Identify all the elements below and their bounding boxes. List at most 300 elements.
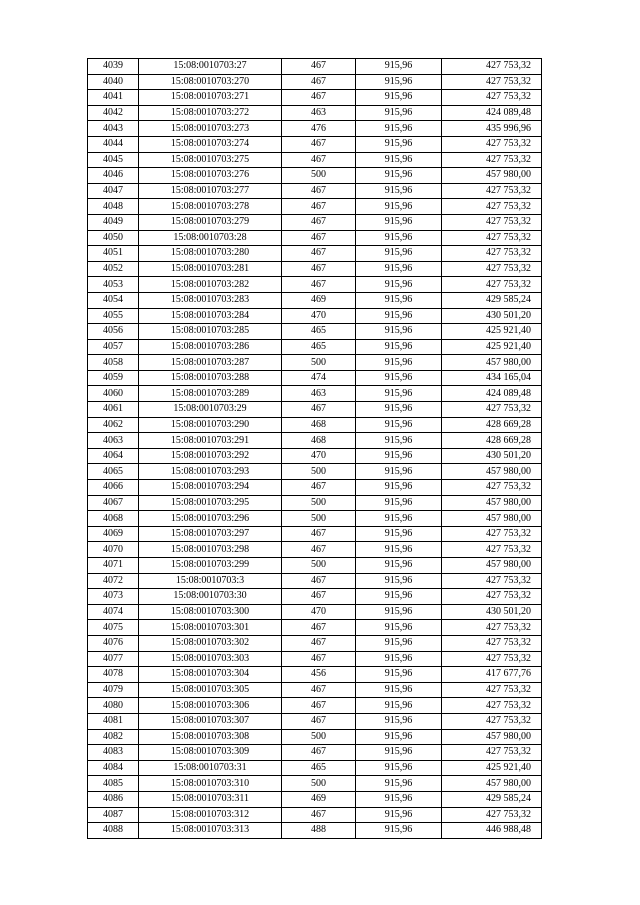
table-row: [88, 635, 542, 651]
row-number-cell: 4063: [88, 433, 139, 449]
row-number-cell: 4062: [88, 417, 139, 433]
area-cell: 500: [282, 464, 356, 480]
table-row: [88, 402, 542, 418]
cadastral-number-cell: 15:08:0010703:27: [139, 59, 282, 75]
cadastral-number-cell: 15:08:0010703:301: [139, 620, 282, 636]
cadastral-number-cell: 15:08:0010703:284: [139, 308, 282, 324]
cadastral-value-cell: 435 996,96: [442, 121, 542, 137]
cadastral-number-cell: 15:08:0010703:306: [139, 698, 282, 714]
table-row: [88, 152, 542, 168]
area-cell: 467: [282, 402, 356, 418]
table-row: [88, 604, 542, 620]
cadastral-value-cell: 427 753,32: [442, 480, 542, 496]
cadastral-value-cell: 430 501,20: [442, 448, 542, 464]
table-row: [88, 324, 542, 340]
area-cell: 463: [282, 386, 356, 402]
cadastral-value-cell: 427 753,32: [442, 682, 542, 698]
cadastral-value-cell: 457 980,00: [442, 495, 542, 511]
cadastral-value-cell: 425 921,40: [442, 760, 542, 776]
cadastral-value-cell: 427 753,32: [442, 246, 542, 262]
row-number-cell: 4056: [88, 324, 139, 340]
cadastral-number-cell: 15:08:0010703:30: [139, 589, 282, 605]
specific-value-cell: 915,96: [356, 59, 442, 75]
row-number-cell: 4074: [88, 604, 139, 620]
cadastral-value-cell: 427 753,32: [442, 745, 542, 761]
cadastral-value-cell: 427 753,32: [442, 713, 542, 729]
cadastral-value-cell: 427 753,32: [442, 74, 542, 90]
cadastral-number-cell: 15:08:0010703:297: [139, 526, 282, 542]
table-row: [88, 74, 542, 90]
table-row: [88, 480, 542, 496]
table-body: [88, 59, 542, 839]
cadastral-value-cell: 446 988,48: [442, 823, 542, 839]
area-cell: 500: [282, 511, 356, 527]
table-row: [88, 791, 542, 807]
table-row: [88, 339, 542, 355]
cadastral-number-cell: 15:08:0010703:311: [139, 791, 282, 807]
cadastral-number-cell: 15:08:0010703:31: [139, 760, 282, 776]
area-cell: 467: [282, 261, 356, 277]
specific-value-cell: 915,96: [356, 480, 442, 496]
row-number-cell: 4050: [88, 230, 139, 246]
specific-value-cell: 915,96: [356, 74, 442, 90]
table-row: [88, 246, 542, 262]
cadastral-value-cell: 427 753,32: [442, 620, 542, 636]
cadastral-number-cell: 15:08:0010703:309: [139, 745, 282, 761]
cadastral-value-cell: 427 753,32: [442, 261, 542, 277]
table-row: [88, 417, 542, 433]
cadastral-value-cell: 457 980,00: [442, 558, 542, 574]
row-number-cell: 4042: [88, 105, 139, 121]
area-cell: 467: [282, 90, 356, 106]
cadastral-number-cell: 15:08:0010703:277: [139, 183, 282, 199]
specific-value-cell: 915,96: [356, 667, 442, 683]
area-cell: 467: [282, 526, 356, 542]
cadastral-value-cell: 428 669,28: [442, 417, 542, 433]
specific-value-cell: 915,96: [356, 152, 442, 168]
row-number-cell: 4052: [88, 261, 139, 277]
specific-value-cell: 915,96: [356, 604, 442, 620]
cadastral-number-cell: 15:08:0010703:292: [139, 448, 282, 464]
cadastral-number-cell: 15:08:0010703:285: [139, 324, 282, 340]
specific-value-cell: 915,96: [356, 682, 442, 698]
cadastral-value-cell: 427 753,32: [442, 526, 542, 542]
row-number-cell: 4054: [88, 292, 139, 308]
area-cell: 469: [282, 791, 356, 807]
area-cell: 500: [282, 495, 356, 511]
area-cell: 465: [282, 339, 356, 355]
specific-value-cell: 915,96: [356, 713, 442, 729]
cadastral-value-cell: 428 669,28: [442, 433, 542, 449]
cadastral-number-cell: 15:08:0010703:271: [139, 90, 282, 106]
specific-value-cell: 915,96: [356, 386, 442, 402]
cadastral-number-cell: 15:08:0010703:273: [139, 121, 282, 137]
cadastral-value-cell: 427 753,32: [442, 807, 542, 823]
area-cell: 470: [282, 604, 356, 620]
cadastral-value-cell: 430 501,20: [442, 308, 542, 324]
area-cell: 467: [282, 230, 356, 246]
area-cell: 474: [282, 370, 356, 386]
row-number-cell: 4053: [88, 277, 139, 293]
specific-value-cell: 915,96: [356, 589, 442, 605]
specific-value-cell: 915,96: [356, 495, 442, 511]
area-cell: 465: [282, 324, 356, 340]
cadastral-value-cell: 427 753,32: [442, 542, 542, 558]
specific-value-cell: 915,96: [356, 199, 442, 215]
row-number-cell: 4082: [88, 729, 139, 745]
specific-value-cell: 915,96: [356, 791, 442, 807]
specific-value-cell: 915,96: [356, 183, 442, 199]
specific-value-cell: 915,96: [356, 246, 442, 262]
table-row: [88, 308, 542, 324]
specific-value-cell: 915,96: [356, 308, 442, 324]
specific-value-cell: 915,96: [356, 760, 442, 776]
cadastral-number-cell: 15:08:0010703:282: [139, 277, 282, 293]
area-cell: 467: [282, 152, 356, 168]
table-row: [88, 558, 542, 574]
cadastral-value-cell: 427 753,32: [442, 90, 542, 106]
specific-value-cell: 915,96: [356, 417, 442, 433]
cadastral-value-table: [87, 58, 542, 839]
specific-value-cell: 915,96: [356, 526, 442, 542]
cadastral-number-cell: 15:08:0010703:270: [139, 74, 282, 90]
area-cell: 467: [282, 698, 356, 714]
table-row: [88, 292, 542, 308]
table-row: [88, 59, 542, 75]
cadastral-number-cell: 15:08:0010703:275: [139, 152, 282, 168]
table-row: [88, 495, 542, 511]
row-number-cell: 4067: [88, 495, 139, 511]
cadastral-number-cell: 15:08:0010703:286: [139, 339, 282, 355]
cadastral-number-cell: 15:08:0010703:296: [139, 511, 282, 527]
row-number-cell: 4076: [88, 635, 139, 651]
table-row: [88, 823, 542, 839]
table-row: [88, 464, 542, 480]
cadastral-value-cell: 427 753,32: [442, 651, 542, 667]
cadastral-number-cell: 15:08:0010703:276: [139, 168, 282, 184]
cadastral-number-cell: 15:08:0010703:29: [139, 402, 282, 418]
specific-value-cell: 915,96: [356, 698, 442, 714]
cadastral-number-cell: 15:08:0010703:274: [139, 136, 282, 152]
specific-value-cell: 915,96: [356, 339, 442, 355]
row-number-cell: 4045: [88, 152, 139, 168]
cadastral-value-cell: 427 753,32: [442, 199, 542, 215]
specific-value-cell: 915,96: [356, 214, 442, 230]
specific-value-cell: 915,96: [356, 261, 442, 277]
table-row: [88, 183, 542, 199]
cadastral-value-cell: 427 753,32: [442, 59, 542, 75]
specific-value-cell: 915,96: [356, 542, 442, 558]
table-row: [88, 776, 542, 792]
specific-value-cell: 915,96: [356, 558, 442, 574]
row-number-cell: 4057: [88, 339, 139, 355]
area-cell: 467: [282, 745, 356, 761]
table-row: [88, 511, 542, 527]
row-number-cell: 4083: [88, 745, 139, 761]
cadastral-value-cell: 417 677,76: [442, 667, 542, 683]
cadastral-number-cell: 15:08:0010703:298: [139, 542, 282, 558]
cadastral-value-cell: 457 980,00: [442, 168, 542, 184]
cadastral-number-cell: 15:08:0010703:283: [139, 292, 282, 308]
row-number-cell: 4058: [88, 355, 139, 371]
cadastral-number-cell: 15:08:0010703:289: [139, 386, 282, 402]
specific-value-cell: 915,96: [356, 651, 442, 667]
table-row: [88, 433, 542, 449]
cadastral-number-cell: 15:08:0010703:293: [139, 464, 282, 480]
area-cell: 467: [282, 136, 356, 152]
cadastral-value-cell: 434 165,04: [442, 370, 542, 386]
row-number-cell: 4069: [88, 526, 139, 542]
cadastral-value-cell: 425 921,40: [442, 324, 542, 340]
area-cell: 488: [282, 823, 356, 839]
area-cell: 467: [282, 620, 356, 636]
area-cell: 467: [282, 74, 356, 90]
area-cell: 465: [282, 760, 356, 776]
table-row: [88, 105, 542, 121]
specific-value-cell: 915,96: [356, 90, 442, 106]
cadastral-number-cell: 15:08:0010703:278: [139, 199, 282, 215]
cadastral-number-cell: 15:08:0010703:279: [139, 214, 282, 230]
table-row: [88, 760, 542, 776]
area-cell: 467: [282, 246, 356, 262]
specific-value-cell: 915,96: [356, 448, 442, 464]
row-number-cell: 4068: [88, 511, 139, 527]
table-row: [88, 713, 542, 729]
row-number-cell: 4070: [88, 542, 139, 558]
row-number-cell: 4065: [88, 464, 139, 480]
specific-value-cell: 915,96: [356, 121, 442, 137]
row-number-cell: 4046: [88, 168, 139, 184]
table-row: [88, 729, 542, 745]
specific-value-cell: 915,96: [356, 511, 442, 527]
cadastral-value-cell: 457 980,00: [442, 511, 542, 527]
cadastral-number-cell: 15:08:0010703:3: [139, 573, 282, 589]
cadastral-value-cell: 427 753,32: [442, 152, 542, 168]
area-cell: 469: [282, 292, 356, 308]
area-cell: 500: [282, 355, 356, 371]
row-number-cell: 4081: [88, 713, 139, 729]
cadastral-value-cell: 427 753,32: [442, 589, 542, 605]
area-cell: 467: [282, 480, 356, 496]
row-number-cell: 4066: [88, 480, 139, 496]
specific-value-cell: 915,96: [356, 620, 442, 636]
area-cell: 467: [282, 635, 356, 651]
cadastral-number-cell: 15:08:0010703:288: [139, 370, 282, 386]
specific-value-cell: 915,96: [356, 168, 442, 184]
row-number-cell: 4064: [88, 448, 139, 464]
cadastral-value-cell: 430 501,20: [442, 604, 542, 620]
cadastral-number-cell: 15:08:0010703:290: [139, 417, 282, 433]
area-cell: 500: [282, 168, 356, 184]
table-row: [88, 573, 542, 589]
specific-value-cell: 915,96: [356, 807, 442, 823]
cadastral-value-cell: 457 980,00: [442, 464, 542, 480]
row-number-cell: 4048: [88, 199, 139, 215]
cadastral-number-cell: 15:08:0010703:280: [139, 246, 282, 262]
specific-value-cell: 915,96: [356, 776, 442, 792]
area-cell: 467: [282, 199, 356, 215]
specific-value-cell: 915,96: [356, 324, 442, 340]
area-cell: 467: [282, 573, 356, 589]
specific-value-cell: 915,96: [356, 464, 442, 480]
specific-value-cell: 915,96: [356, 745, 442, 761]
table-row: [88, 589, 542, 605]
table-row: [88, 90, 542, 106]
table-row: [88, 370, 542, 386]
cadastral-number-cell: 15:08:0010703:305: [139, 682, 282, 698]
specific-value-cell: 915,96: [356, 136, 442, 152]
row-number-cell: 4084: [88, 760, 139, 776]
row-number-cell: 4071: [88, 558, 139, 574]
cadastral-number-cell: 15:08:0010703:307: [139, 713, 282, 729]
area-cell: 467: [282, 807, 356, 823]
cadastral-value-cell: 427 753,32: [442, 230, 542, 246]
cadastral-value-cell: 427 753,32: [442, 214, 542, 230]
area-cell: 500: [282, 558, 356, 574]
area-cell: 456: [282, 667, 356, 683]
area-cell: 500: [282, 776, 356, 792]
row-number-cell: 4059: [88, 370, 139, 386]
table-row: [88, 355, 542, 371]
area-cell: 467: [282, 542, 356, 558]
specific-value-cell: 915,96: [356, 105, 442, 121]
specific-value-cell: 915,96: [356, 277, 442, 293]
cadastral-value-cell: 457 980,00: [442, 355, 542, 371]
table-row: [88, 682, 542, 698]
cadastral-number-cell: 15:08:0010703:299: [139, 558, 282, 574]
table-row: [88, 121, 542, 137]
cadastral-value-cell: 427 753,32: [442, 402, 542, 418]
cadastral-number-cell: 15:08:0010703:300: [139, 604, 282, 620]
specific-value-cell: 915,96: [356, 402, 442, 418]
table-row: [88, 651, 542, 667]
specific-value-cell: 915,96: [356, 823, 442, 839]
row-number-cell: 4086: [88, 791, 139, 807]
cadastral-number-cell: 15:08:0010703:302: [139, 635, 282, 651]
specific-value-cell: 915,96: [356, 355, 442, 371]
cadastral-value-cell: 457 980,00: [442, 729, 542, 745]
area-cell: 467: [282, 589, 356, 605]
row-number-cell: 4085: [88, 776, 139, 792]
row-number-cell: 4079: [88, 682, 139, 698]
cadastral-value-cell: 424 089,48: [442, 105, 542, 121]
row-number-cell: 4039: [88, 59, 139, 75]
cadastral-value-cell: 425 921,40: [442, 339, 542, 355]
cadastral-value-cell: 427 753,32: [442, 573, 542, 589]
table-row: [88, 230, 542, 246]
cadastral-number-cell: 15:08:0010703:295: [139, 495, 282, 511]
row-number-cell: 4075: [88, 620, 139, 636]
table-row: [88, 698, 542, 714]
cadastral-number-cell: 15:08:0010703:308: [139, 729, 282, 745]
table-row: [88, 620, 542, 636]
cadastral-value-cell: 427 753,32: [442, 183, 542, 199]
area-cell: 468: [282, 433, 356, 449]
cadastral-number-cell: 15:08:0010703:291: [139, 433, 282, 449]
row-number-cell: 4051: [88, 246, 139, 262]
area-cell: 470: [282, 448, 356, 464]
cadastral-value-cell: 424 089,48: [442, 386, 542, 402]
row-number-cell: 4044: [88, 136, 139, 152]
cadastral-value-cell: 457 980,00: [442, 776, 542, 792]
cadastral-number-cell: 15:08:0010703:313: [139, 823, 282, 839]
row-number-cell: 4055: [88, 308, 139, 324]
row-number-cell: 4078: [88, 667, 139, 683]
area-cell: 468: [282, 417, 356, 433]
row-number-cell: 4041: [88, 90, 139, 106]
cadastral-number-cell: 15:08:0010703:287: [139, 355, 282, 371]
row-number-cell: 4072: [88, 573, 139, 589]
area-cell: 467: [282, 59, 356, 75]
cadastral-number-cell: 15:08:0010703:294: [139, 480, 282, 496]
area-cell: 463: [282, 105, 356, 121]
specific-value-cell: 915,96: [356, 635, 442, 651]
cadastral-number-cell: 15:08:0010703:312: [139, 807, 282, 823]
area-cell: 467: [282, 277, 356, 293]
row-number-cell: 4049: [88, 214, 139, 230]
table-row: [88, 136, 542, 152]
specific-value-cell: 915,96: [356, 573, 442, 589]
table-row: [88, 199, 542, 215]
table-row: [88, 277, 542, 293]
cadastral-value-cell: 429 585,24: [442, 292, 542, 308]
cadastral-number-cell: 15:08:0010703:281: [139, 261, 282, 277]
area-cell: 467: [282, 214, 356, 230]
specific-value-cell: 915,96: [356, 292, 442, 308]
row-number-cell: 4077: [88, 651, 139, 667]
row-number-cell: 4043: [88, 121, 139, 137]
table-row: [88, 526, 542, 542]
row-number-cell: 4088: [88, 823, 139, 839]
cadastral-value-cell: 427 753,32: [442, 277, 542, 293]
row-number-cell: 4040: [88, 74, 139, 90]
table-row: [88, 168, 542, 184]
specific-value-cell: 915,96: [356, 729, 442, 745]
area-cell: 467: [282, 713, 356, 729]
area-cell: 467: [282, 651, 356, 667]
cadastral-number-cell: 15:08:0010703:310: [139, 776, 282, 792]
table-row: [88, 386, 542, 402]
cadastral-number-cell: 15:08:0010703:303: [139, 651, 282, 667]
specific-value-cell: 915,96: [356, 230, 442, 246]
row-number-cell: 4060: [88, 386, 139, 402]
cadastral-value-cell: 429 585,24: [442, 791, 542, 807]
table-row: [88, 745, 542, 761]
area-cell: 470: [282, 308, 356, 324]
table-row: [88, 261, 542, 277]
table-row: [88, 448, 542, 464]
cadastral-value-cell: 427 753,32: [442, 698, 542, 714]
cadastral-value-cell: 427 753,32: [442, 635, 542, 651]
area-cell: 467: [282, 682, 356, 698]
cadastral-value-cell: 427 753,32: [442, 136, 542, 152]
table-row: [88, 542, 542, 558]
row-number-cell: 4087: [88, 807, 139, 823]
table-row: [88, 214, 542, 230]
table-row: [88, 807, 542, 823]
row-number-cell: 4080: [88, 698, 139, 714]
cadastral-number-cell: 15:08:0010703:272: [139, 105, 282, 121]
area-cell: 476: [282, 121, 356, 137]
row-number-cell: 4047: [88, 183, 139, 199]
specific-value-cell: 915,96: [356, 433, 442, 449]
cadastral-number-cell: 15:08:0010703:304: [139, 667, 282, 683]
area-cell: 467: [282, 183, 356, 199]
area-cell: 500: [282, 729, 356, 745]
row-number-cell: 4073: [88, 589, 139, 605]
table-row: [88, 667, 542, 683]
cadastral-number-cell: 15:08:0010703:28: [139, 230, 282, 246]
